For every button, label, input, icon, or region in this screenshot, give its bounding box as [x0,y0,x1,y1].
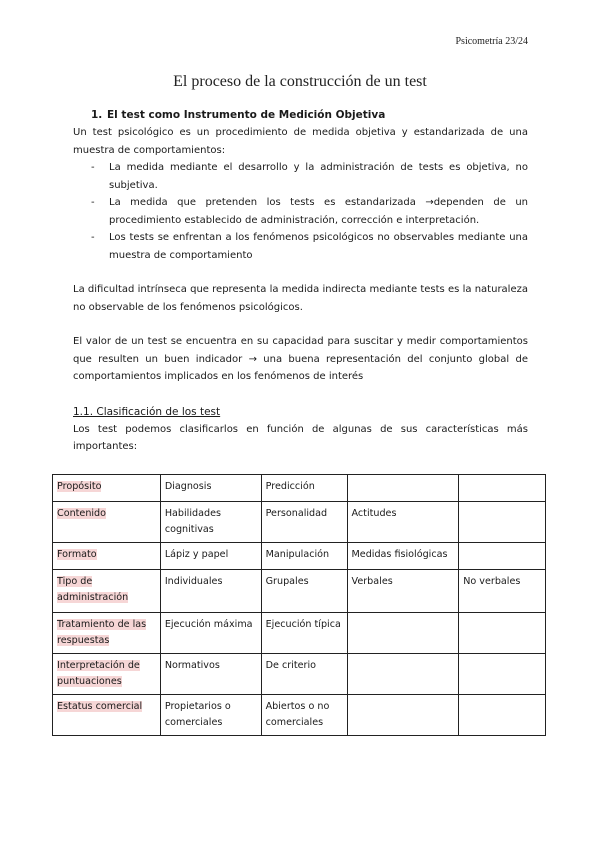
table-cell: Grupales [261,570,347,613]
table-row [53,695,546,736]
row-label: Estatus comercial [57,701,143,712]
row-label-cell [53,475,161,502]
section-1-heading [91,106,528,124]
section-1-title: El test como Instrumento de Medición Objetiva [107,109,386,121]
table-cell: Actitudes [347,502,459,543]
table-cell: De criterio [261,654,347,695]
table-cell: Ejecución típica [261,613,347,654]
table-cell: No verbales [459,570,546,613]
table-cell [459,654,546,695]
value-paragraph: El valor de un test se encuentra en su capacidad para suscitar y medir comportamientos que resulten un buen indicador → una buena representación del conjunto global de comportamientos implicados en los fenómenos de interés [73,336,528,382]
table-cell [347,475,459,502]
row-label-cell [53,543,161,570]
table-cell: Verbales [347,570,459,613]
row-label-cell [53,695,161,736]
course-header: Psicometría 23/24 [455,36,528,47]
table-row [53,654,546,695]
table-cell: Diagnosis [160,475,261,502]
table-cell: Abiertos o no comerciales [261,695,347,736]
section-1-1-intro: Los test podemos clasificarlos en función de algunas de sus características más importantes: [73,423,528,452]
table-cell [459,543,546,570]
row-label-cell [53,654,161,695]
table-cell: Manipulación [261,543,347,570]
table-row [53,475,546,502]
table-cell: Individuales [160,570,261,613]
table-row [53,613,546,654]
table-cell [459,613,546,654]
table-cell: Personalidad [261,502,347,543]
document-title: El proceso de la construcción de un test [173,73,427,90]
table-cell: Medidas fisiológicas [347,543,459,570]
table-cell: Ejecución máxima [160,613,261,654]
list-item: - Los tests se enfrentan a los fenómenos psicológicos no observables mediante una muestra de comportamiento [109,229,528,264]
characteristics-list [73,159,528,264]
table-cell: Normativos [160,654,261,695]
table-row [53,502,546,543]
table-cell [347,654,459,695]
table-row [53,570,546,613]
table-cell [347,695,459,736]
classification-table [52,474,546,736]
difficulty-paragraph: La dificultad intrínseca que representa la medida indirecta mediante tests es la naturaleza no observable de los fenómenos psicológicos. [73,284,528,313]
row-label-cell [53,613,161,654]
table-cell: Predicción [261,475,347,502]
row-label: Interpretación de puntuaciones [57,660,140,687]
section-1-1-heading: 1.1. Clasificación de los test [73,405,221,418]
section-1-number: 1. [91,109,103,121]
list-item: - La medida que pretenden los tests es estandarizada →dependen de un procedimiento establecido de administración, corrección e interpretación. [109,194,528,229]
row-label: Contenido [57,508,107,519]
row-label-cell [53,570,161,613]
table-cell [459,475,546,502]
table-cell: Propietarios o comerciales [160,695,261,736]
list-item: - La medida mediante el desarrollo y la administración de tests es objetiva, no subjetiva. [109,159,528,194]
table-cell [459,502,546,543]
table-cell: Habilidades cognitivas [160,502,261,543]
row-label: Propósito [57,481,102,492]
table-cell [459,695,546,736]
section-1-intro: Un test psicológico es un procedimiento de medida objetiva y estandarizada de una muestra de comportamientos: [73,127,528,156]
table-cell [347,613,459,654]
row-label: Formato [57,549,97,560]
document-body [73,106,528,456]
table-cell: Lápiz y papel [160,543,261,570]
row-label-cell [53,502,161,543]
row-label: Tipo de administración [57,576,129,603]
row-label: Tratamiento de las respuestas [57,619,147,646]
table-row [53,543,546,570]
